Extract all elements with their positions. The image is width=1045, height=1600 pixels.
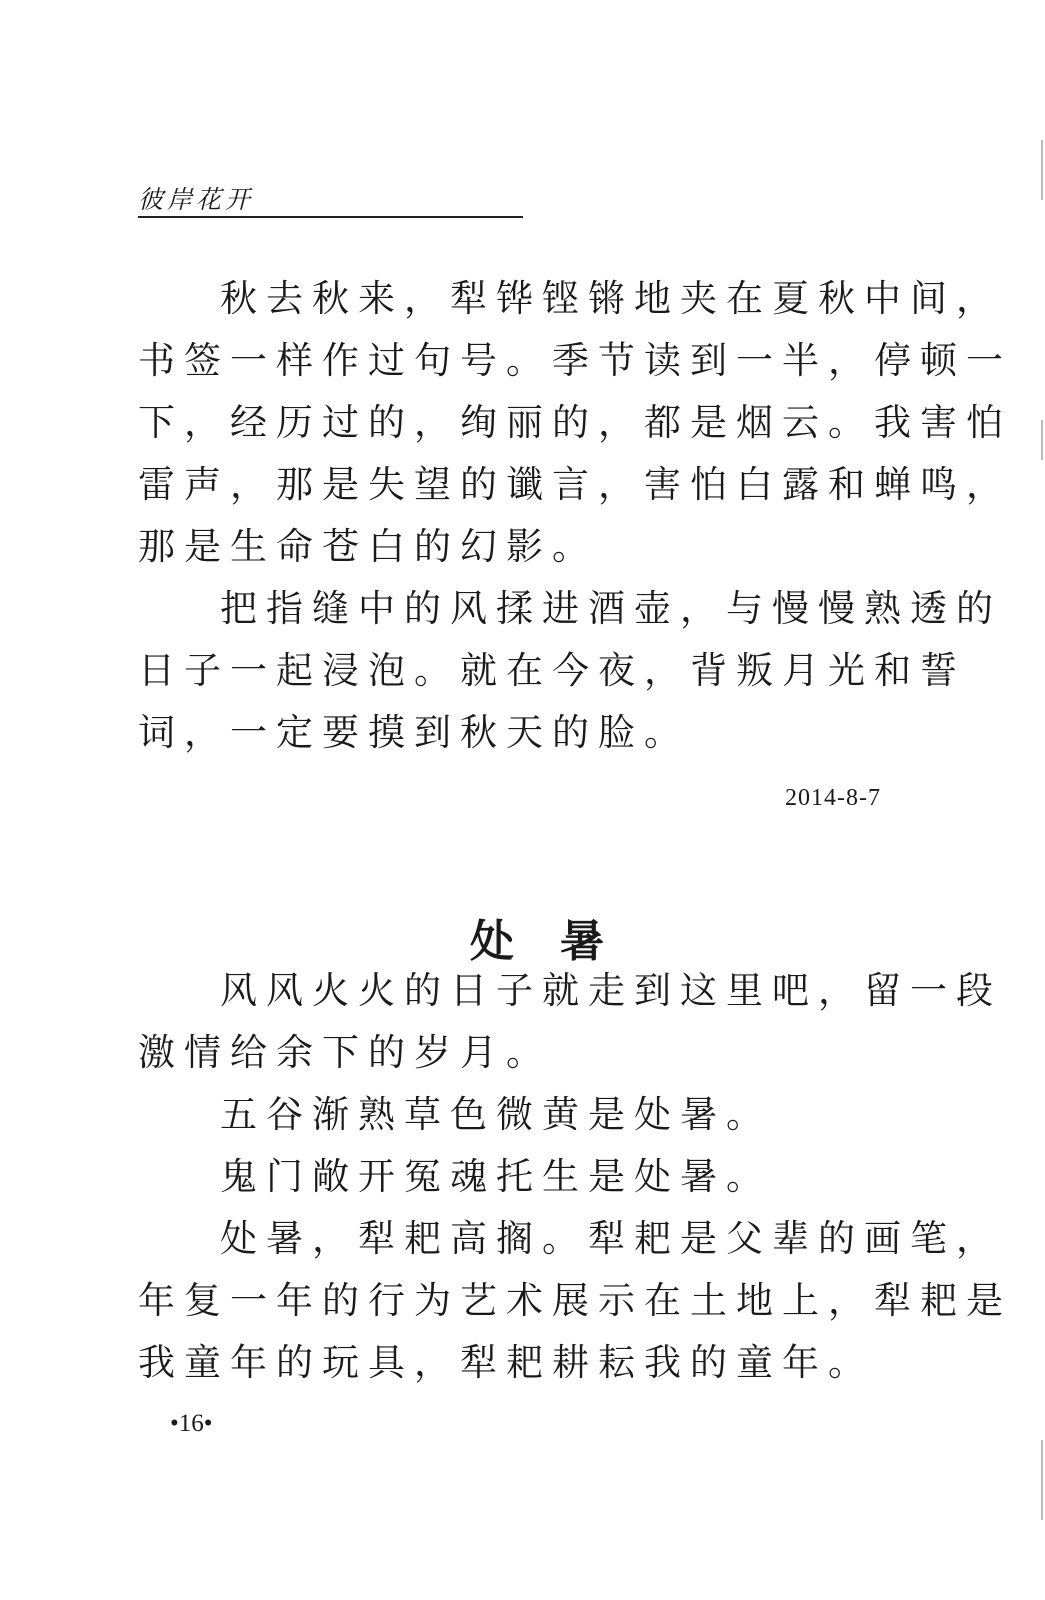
paragraph-line: 处暑，犁耙高搁。犁耙是父辈的画笔， <box>220 1217 1002 1260</box>
part2-body <box>138 960 1012 1394</box>
section-title: 处暑 <box>470 916 650 967</box>
paragraph-line: 激情给余下的岁月。 <box>138 1031 552 1074</box>
paragraph-line: 秋去秋来，犁铧铿锵地夹在夏秋中间， <box>220 277 1002 320</box>
paragraph-line: 五谷渐熟草色微黄是处暑。 <box>220 1093 772 1136</box>
scan-edge-mark <box>1041 420 1043 460</box>
entry-date: 2014-8-7 <box>785 785 881 811</box>
paragraph-line: 鬼门敞开冤魂托生是处暑。 <box>220 1155 772 1198</box>
paragraph-line: 把指缝中的风揉进酒壶，与慢慢熟透的 <box>220 587 1002 630</box>
paragraph-line: 风风火火的日子就走到这里吧，留一段 <box>220 969 1002 1012</box>
running-header-title: 彼岸花开 <box>138 185 255 214</box>
scan-edge-mark <box>1041 140 1043 200</box>
paragraph-line: 我童年的玩具，犁耙耕耘我的童年。 <box>138 1341 874 1384</box>
page-number: •16• <box>170 1410 213 1437</box>
running-header <box>138 180 523 218</box>
part1-body <box>138 268 1012 764</box>
paragraph-line: 书签一样作过句号。季节读到一半，停顿一 <box>138 339 1012 382</box>
paragraph-line: 年复一年的行为艺术展示在土地上，犁耙是 <box>138 1279 1012 1322</box>
paragraph-line: 那是生命苍白的幻影。 <box>138 525 598 568</box>
scan-edge-mark <box>1041 1440 1043 1520</box>
paragraph-line: 日子一起浸泡。就在今夜，背叛月光和誓 <box>138 649 966 692</box>
paragraph-line: 雷声，那是失望的谶言，害怕白露和蝉鸣， <box>138 463 1012 506</box>
paragraph-line: 词，一定要摸到秋天的脸。 <box>138 711 690 754</box>
paragraph-line: 下，经历过的，绚丽的，都是烟云。我害怕 <box>138 401 1012 444</box>
